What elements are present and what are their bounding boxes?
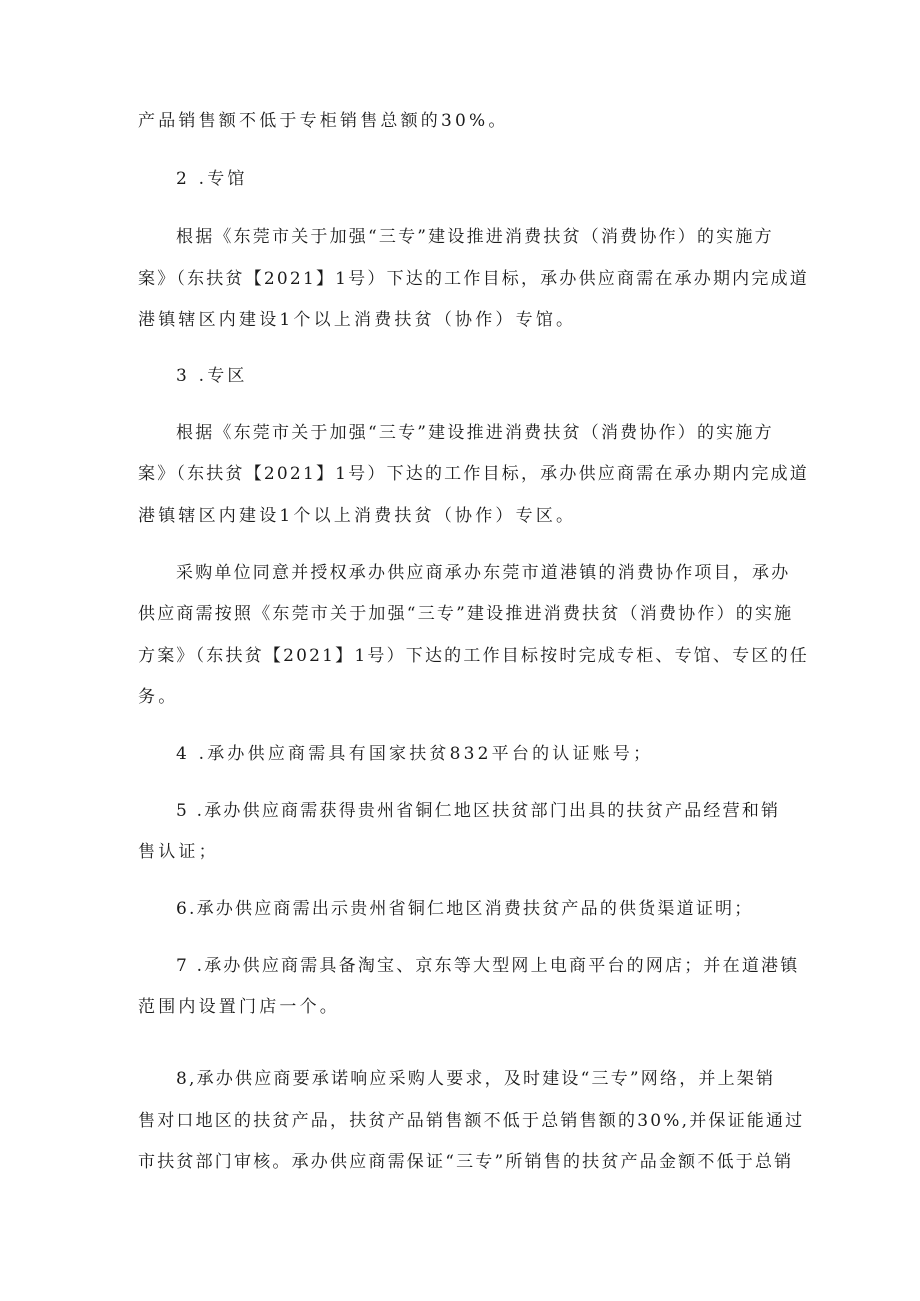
item-5: 5 .承办供应商需获得贵州省铜仁地区扶贫部门出具的扶贫产品经营和销 xyxy=(176,801,781,821)
text-line-8: 案》（东扶贫【2021】1号）下达的工作目标，承办供应商需在承办期内完成道 xyxy=(138,464,809,484)
text-line-3: 根据《东莞市关于加强“三专”建设推进消费扶贫（消费协作）的实施方 xyxy=(176,227,774,247)
item-8: 8,承办供应商要承诺响应采购人要求，及时建设“三专”网络，并上架销 xyxy=(176,1069,776,1089)
item-7-continued: 范围内设置门店一个。 xyxy=(138,997,340,1017)
section-heading-zhuanguan: 2 .专馆 xyxy=(176,169,248,189)
item-6: 6.承办供应商需出示贵州省铜仁地区消费扶贫产品的供货渠道证明； xyxy=(176,899,754,919)
text-line-1: 产品销售额不低于专柜销售总额的30%。 xyxy=(138,111,509,131)
text-line-10: 采购单位同意并授权承办供应商承办东莞市道港镇的消费协作项目，承办 xyxy=(176,563,791,583)
item-8-continued-1: 售对口地区的扶贫产品，扶贫产品销售额不低于总销售额的30%,并保证能通过 xyxy=(138,1111,805,1131)
item-8-continued-2: 市扶贫部门审核。承办供应商需保证“三专”所销售的扶贫产品金额不低于总销 xyxy=(138,1152,794,1172)
item-5-continued: 售认证； xyxy=(138,842,219,862)
text-line-11: 供应商需按照《东莞市关于加强“三专”建设推进消费扶贫（消费协作）的实施 xyxy=(138,604,794,624)
text-line-12: 方案》（东扶贫【2021】1号）下达的工作目标按时完成专柜、专馆、专区的任 xyxy=(138,646,809,666)
item-7: 7 .承办供应商需具备淘宝、京东等大型网上电商平台的网店；并在道港镇 xyxy=(176,956,800,976)
text-line-13: 务。 xyxy=(138,687,179,707)
text-line-9: 港镇辖区内建设1个以上消费扶贫（协作）专区。 xyxy=(138,506,577,526)
text-line-7: 根据《东莞市关于加强“三专”建设推进消费扶贫（消费协作）的实施方 xyxy=(176,423,774,443)
text-line-4: 案》（东扶贫【2021】1号）下达的工作目标，承办供应商需在承办期内完成道 xyxy=(138,269,809,289)
section-heading-zhuanqu: 3 .专区 xyxy=(176,366,248,386)
item-4: 4 .承办供应商需具有国家扶贫832平台的认证账号； xyxy=(176,744,654,764)
text-line-5: 港镇辖区内建设1个以上消费扶贫（协作）专馆。 xyxy=(138,310,577,330)
